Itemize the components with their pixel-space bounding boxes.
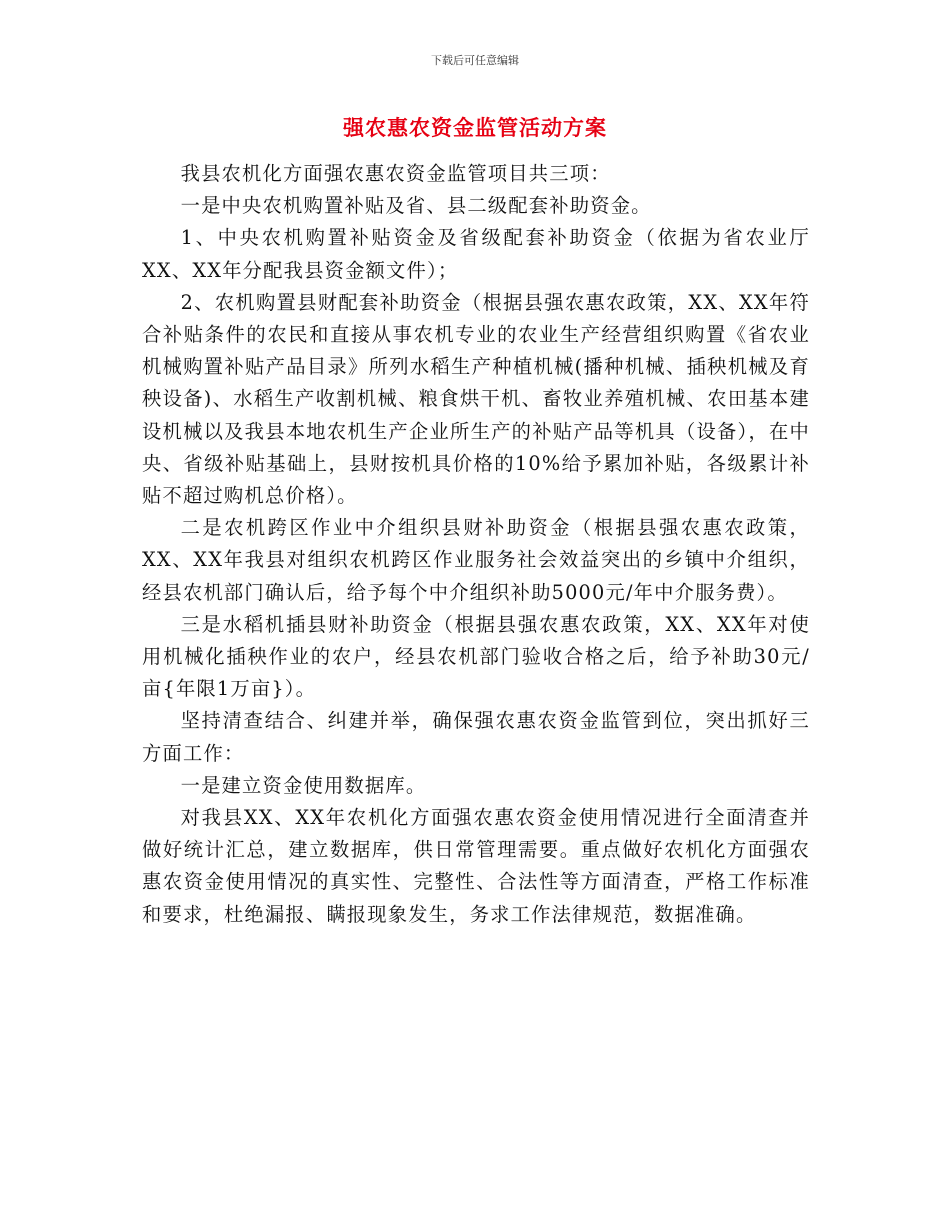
document-body — [142, 158, 810, 931]
paragraph: 我县农机化方面强农惠农资金监管项目共三项： — [180, 162, 611, 185]
paragraph: 坚持清查结合、纠建并举，确保强农惠农资金监管到位，突出抓好三方面工作： — [142, 709, 810, 765]
paragraph: 三是水稻机插县财补助资金（根据县强农惠农政策，XX、XX年对使用机械化插秧作业的农户，经县农机部门验收合格之后，给予补助30元/亩{年限1万亩}）。 — [142, 612, 810, 701]
paragraph: 一是中央农机购置补贴及省、县二级配套补助资金。 — [180, 194, 652, 218]
paragraph: 对我县XX、XX年农机化方面强农惠农资金使用情况进行全面清查并做好统计汇总，建立数据库，供日常管理需要。重点做好农机化方面强农惠农资金使用情况的真实性、完整性、合法性等方面清查，严格工作标准和要求，杜绝漏报、瞒报现象发生，务求工作法律规范，数据准确。 — [142, 806, 810, 926]
document-title: 强农惠农资金监管活动方案 — [343, 115, 607, 140]
page-header: 下载后可任意编辑 — [431, 54, 519, 67]
paragraph: 二是农机跨区作业中介组织县财补助资金（根据县强农惠农政策，XX、XX年我县对组织农机跨区作业服务社会效益突出的乡镇中介组织，经县农机部门确认后，给予每个中介组织补助5000元/年中介服务费）。 — [142, 516, 810, 604]
paragraph: 1、中央农机购置补贴资金及省级配套补助资金（依据为省农业厅XX、XX年分配我县资金额文件）； — [142, 226, 810, 282]
paragraph: 一是建立资金使用数据库。 — [180, 773, 427, 797]
paragraph: 2、农机购置县财配套补助资金（根据县强农惠农政策，XX、XX年符合补贴条件的农民和直接从事农机专业的农业生产经营组织购置《省农业机械购置补贴产品目录》所列水稻生产种植机械(播种机械、插秧机械及育秧设备)、水稻生产收割机械、粮食烘干机、畜牧业养殖机械、农田基本建设机械以及我县本地农机生产企业所生产的补贴产品等机具（设备），在中央、省级补贴基础上，县财按机具价格的10%给予累加补贴，各级累计补贴不超过购机总价格）。 — [142, 290, 810, 508]
